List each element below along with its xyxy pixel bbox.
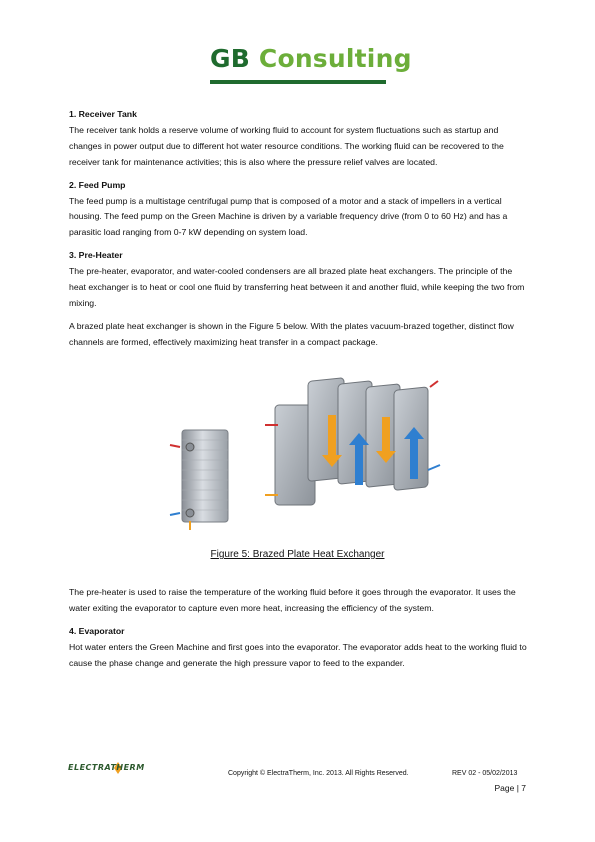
section-body-pre-heater-2: A brazed plate heat exchanger is shown in the Figure 5 below. With the plates vacuum-brazed together, distinct flow channels are formed, effectively maximizing heat transfer in a compact package.: [69, 320, 514, 347]
heat-exchanger-illustration: [160, 375, 460, 535]
logo-underline: [210, 80, 386, 84]
section-body-pre-heater-3: The pre-heater is used to raise the temperature of the working fluid before it goes through the evaporator. It uses the water exiting the evaporator to capture even more heat, increasing the efficiency of the system.: [69, 587, 516, 613]
section-title-receiver-tank: 1. Receiver Tank: [69, 109, 137, 119]
logo-gb: GB: [210, 44, 250, 73]
footer-copyright: Copyright © ElectraTherm, Inc. 2013. All Rights Reserved.: [228, 770, 409, 777]
section-title-pre-heater: 3. Pre-Heater: [69, 250, 123, 261]
gb-consulting-logo: [210, 44, 412, 88]
footer-revision: REV 02 - 05/02/2013: [452, 770, 518, 777]
electratherm-logo: [68, 760, 168, 780]
section-body-feed-pump: The feed pump is a multistage centrifugal pump that is composed of a motor and a stack of impellers in a vertical housing. The feed pump on the Green Machine is driven by a variable frequency drive (from 0 to 60 Hz) and has a parasitic load ranging from 0-7 kW depending on system load.: [69, 195, 508, 238]
document-body-bottom: [69, 585, 531, 672]
section-body-pre-heater-1: The pre-heater, evaporator, and water-cooled condensers are all brazed plate heat exchangers. The principle of the heat exchanger is to heat or cool one fluid by transferring heat between it and another fluid, while keeping the two from mixing.: [69, 266, 525, 308]
assembled-exchanger: [170, 430, 228, 530]
logo-consulting: Consulting: [258, 44, 412, 73]
heat-exchanger-figure: [160, 375, 460, 535]
page-number: Page | 7: [494, 783, 526, 793]
section-title-evaporator: 4. Evaporator: [69, 625, 125, 636]
exploded-plates: [265, 378, 440, 505]
logo-text: [210, 44, 412, 73]
section-body-receiver-tank: The receiver tank holds a reserve volume of working fluid to account for system fluctuations such as startup and changes in power output due to different hot water resource conditions. The working fluid can be recovered to the receiver tank for maintenance activities; this is also where the pressure relief valves are located.: [69, 124, 504, 167]
document-body-top: [69, 107, 531, 351]
section-body-evaporator: Hot water enters the Green Machine and first goes into the evaporator. The evaporator adds heat to the working fluid to cause the phase change and generate the high pressure vapor to feed to the expander.: [69, 641, 527, 668]
section-title-feed-pump: 2. Feed Pump: [69, 179, 126, 190]
figure-caption: Figure 5: Brazed Plate Heat Exchanger: [210, 549, 385, 560]
electratherm-logo-text: ELECTRATHERM: [68, 763, 145, 772]
